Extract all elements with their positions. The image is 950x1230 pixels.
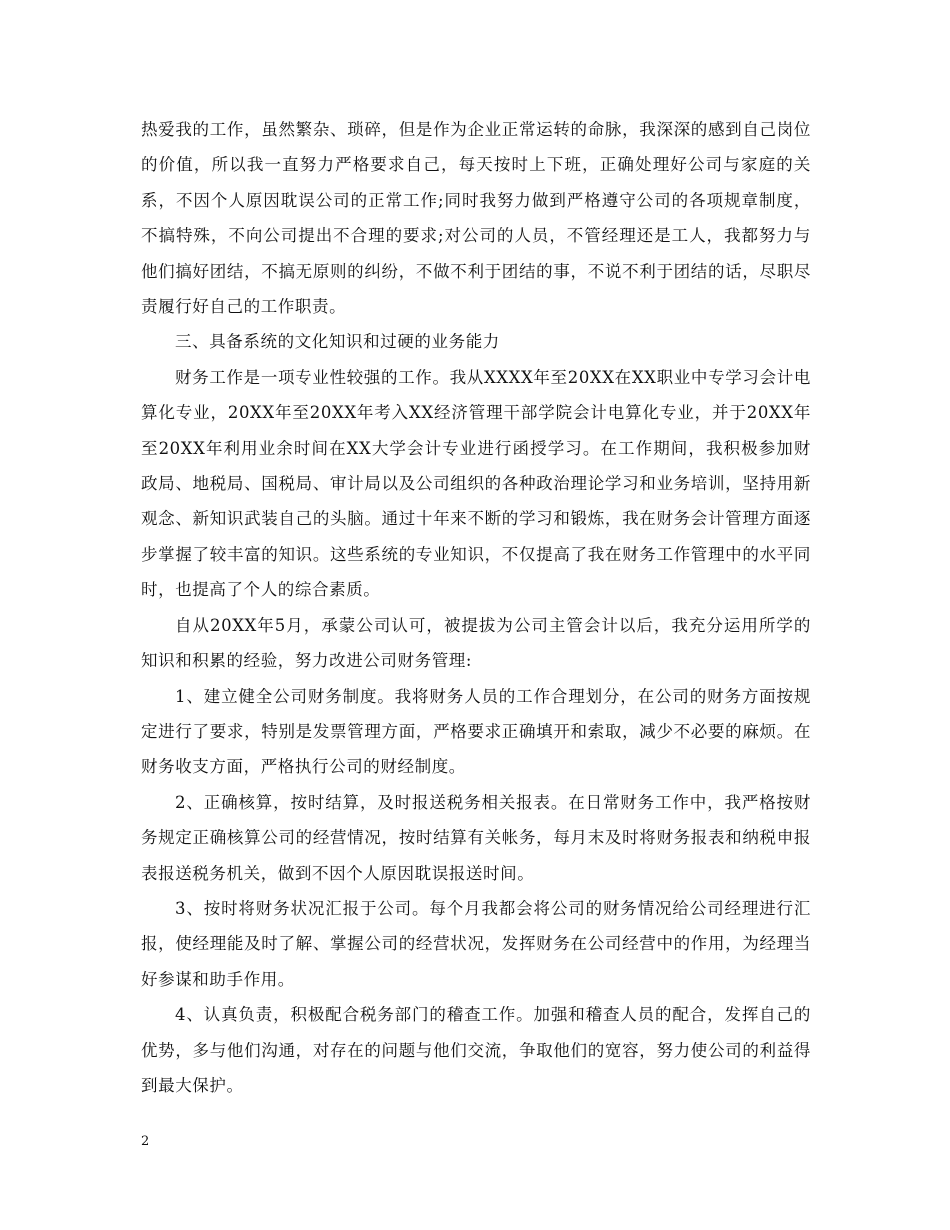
list-item-reporting: 3、按时将财务状况汇报于公司。每个月我都会将公司的财务情况给公司经理进行汇报，使经理能及时了解、掌握公司的经营状况，发挥财务在公司经营中的作用，为经理当好参谋和助手作用。	[141, 898, 811, 989]
list-item-finance-system: 1、建立健全公司财务制度。我将财务人员的工作合理划分，在公司的财务方面按规定进行了要求，特别是发票管理方面，严格要求正确填开和索取，减少不必要的麻烦。在财务收支方面，严格执行公司的财经制度。	[141, 686, 811, 777]
page-number: 2	[141, 1134, 150, 1149]
paragraph-promotion: 自从20XX年5月，承蒙公司认可，被提拔为公司主管会计以后，我充分运用所学的知识和积累的经验，努力改进公司财务管理:	[141, 615, 811, 671]
paragraph-work-attitude: 热爱我的工作，虽然繁杂、琐碎，但是作为企业正常运转的命脉，我深深的感到自己岗位的价值，所以我一直努力严格要求自己，每天按时上下班，正确处理好公司与家庭的关系，不因个人原因耽误公司的正常工作;同时我努力做到严格遵守公司的各项规章制度，不搞特殊，不向公司提出不合理的要求;对公司的人员，不管经理还是工人，我都努力与他们搞好团结，不搞无原则的纠纷，不做不利于团结的事，不说不利于团结的话，尽职尽责履行好自己的工作职责。	[141, 120, 811, 317]
list-item-accounting: 2、正确核算，按时结算，及时报送税务相关报表。在日常财务工作中，我严格按财务规定正确核算公司的经营情况，按时结算有关帐务，每月末及时将财务报表和纳税申报表报送税务机关，做到不因个人原因耽误报送时间。	[141, 792, 811, 883]
list-item-tax-audit: 4、认真负责，积极配合税务部门的稽查工作。加强和稽查人员的配合，发挥自己的优势，多与他们沟通，对存在的问题与他们交流，争取他们的宽容，努力使公司的利益得到最大保护。	[141, 1005, 811, 1095]
paragraph-education: 财务工作是一项专业性较强的工作。我从XXXX年至20XX在XX职业中专学习会计电算化专业，20XX年至20XX年考入XX经济管理干部学院会计电算化专业，并于20XX年至20XX年利用业余时间在XX大学会计专业进行函授学习。在工作期间，我积极参加财政局、地税局、国税局、审计局以及公司组织的各种政治理论学习和业务培训，坚持用新观念、新知识武装自己的头脑。通过十年来不断的学习和锻炼，我在财务会计管理方面逐步掌握了较丰富的知识。这些系统的专业知识，不仅提高了我在财务工作管理中的水平同时，也提高了个人的综合素质。	[141, 367, 811, 600]
document-body	[141, 112, 811, 1103]
section-heading-knowledge-ability: 三、具备系统的文化知识和过硬的业务能力	[175, 332, 500, 352]
